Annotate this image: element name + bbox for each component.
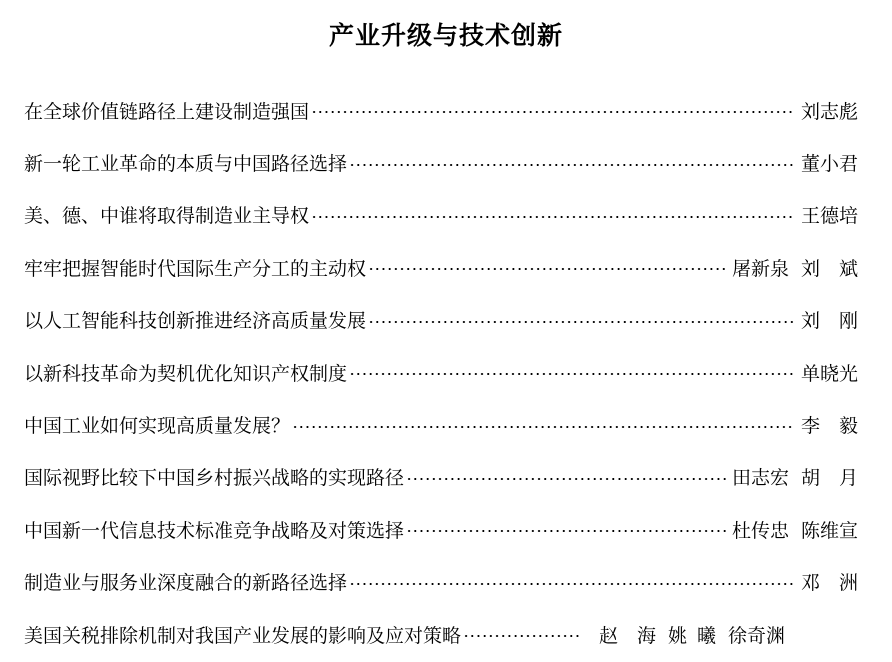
toc-entry[interactable] — [24, 294, 877, 346]
toc-entry[interactable] — [24, 346, 858, 398]
entry-title: 新一轮工业革命的本质与中国路径选择 — [24, 153, 348, 176]
author-name: 杜传忠 — [731, 519, 789, 542]
author-name: 屠新泉 — [731, 257, 789, 280]
entry-authors — [732, 516, 858, 543]
entry-title: 牢牢把握智能时代国际生产分工的主动权 — [24, 257, 367, 280]
author-name: 王德培 — [800, 205, 858, 228]
entry-title: 制造业与服务业深度融合的新路径选择 — [24, 572, 348, 595]
toc-entry[interactable] — [24, 503, 858, 555]
toc-entry[interactable] — [24, 608, 858, 660]
dot-leader — [311, 111, 795, 113]
dot-leader — [292, 426, 795, 428]
toc-entry[interactable] — [24, 398, 877, 450]
entry-authors — [801, 149, 858, 176]
author-name: 刘刚 — [800, 310, 877, 333]
dot-leader — [349, 164, 795, 166]
entry-authors — [731, 463, 877, 490]
entry-title: 中国工业如何实现高质量发展？ — [24, 415, 291, 438]
dot-leader — [463, 635, 581, 637]
entry-title: 以新科技革命为契机优化知识产权制度 — [24, 362, 348, 385]
entry-authors — [800, 306, 877, 333]
author-name: 田志宏 — [731, 467, 789, 490]
toc-entry[interactable] — [24, 84, 858, 136]
entry-title: 在全球价值链路径上建设制造强国 — [24, 100, 310, 123]
table-of-contents — [24, 84, 877, 660]
entry-authors — [800, 411, 877, 438]
author-name: 刘志彪 — [800, 100, 858, 123]
dot-leader — [368, 321, 795, 323]
entry-authors — [801, 359, 858, 386]
entry-authors — [800, 568, 877, 595]
entry-authors — [801, 97, 858, 124]
toc-entry[interactable] — [24, 189, 858, 241]
entry-authors — [599, 621, 785, 648]
author-name: 董小君 — [800, 153, 858, 176]
entry-title: 以人工智能科技创新推进经济高质量发展 — [24, 310, 367, 333]
entry-title: 美国关税排除机制对我国产业发展的影响及应对策略 — [24, 624, 462, 647]
toc-entry[interactable] — [24, 241, 877, 293]
author-name: 李毅 — [800, 415, 877, 438]
author-name: 胡月 — [800, 467, 877, 490]
toc-entry[interactable] — [24, 556, 877, 608]
entry-title: 美、德、中谁将取得制造业主导权 — [24, 205, 310, 228]
dot-leader — [368, 268, 726, 270]
entry-title: 国际视野比较下中国乡村振兴战略的实现路径 — [24, 467, 405, 490]
entry-authors — [731, 254, 877, 281]
dot-leader — [406, 478, 726, 480]
author-name: 刘斌 — [800, 257, 877, 280]
author-name: 邓洲 — [800, 572, 877, 595]
dot-leader — [406, 530, 726, 532]
page-title: 产业升级与技术创新 — [328, 21, 563, 50]
author-name: 陈维宣 — [800, 519, 858, 542]
dot-leader — [349, 373, 795, 375]
author-name: 姚曦 — [668, 624, 727, 647]
author-name: 赵海 — [599, 624, 676, 647]
author-name: 单晓光 — [800, 362, 858, 385]
toc-entry[interactable] — [24, 451, 877, 503]
entry-authors — [801, 201, 858, 228]
entry-title: 中国新一代信息技术标准竞争战略及对策选择 — [24, 519, 405, 542]
dot-leader — [349, 583, 795, 585]
author-name: 徐奇渊 — [728, 624, 786, 647]
dot-leader — [311, 216, 795, 218]
toc-entry[interactable] — [24, 136, 858, 188]
